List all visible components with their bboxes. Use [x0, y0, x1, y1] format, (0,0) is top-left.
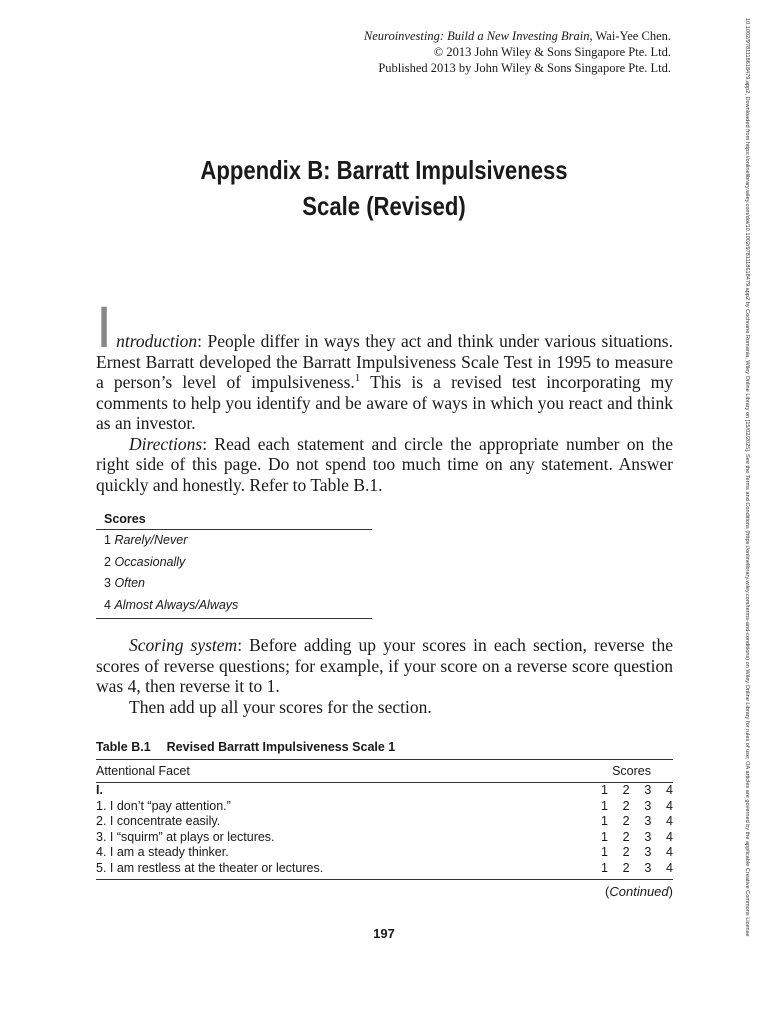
download-notice-text: 10.1002/9781118618479.app2, Downloaded from https://onlinelibrary.wiley.com/doi/10.1002/9781118618479.app2 by Cochrane Romania, Wiley Online Library on [15/02/2025]. See the Terms and Conditions (https://onlinelibrary.wiley.com/terms-and-conditions) on Wiley Online Library for rules of use; OA articles are governed by the applicable Creative Commons License: [744, 18, 750, 937]
score-item: 3 Often: [104, 576, 146, 590]
scoring-label: Scoring system: [129, 635, 238, 655]
score-options[interactable]: 1 2 3 4: [601, 798, 673, 813]
title-line-2: Scale (Revised): [302, 191, 466, 221]
page-title: [185, 152, 583, 224]
title-line-1: Appendix B: Barratt Impulsiveness: [200, 155, 568, 185]
table-number: Table B.1: [96, 740, 151, 754]
table-row: [96, 861, 673, 877]
intro-section: [96, 295, 673, 495]
statement: 2. I concentrate easily.: [96, 814, 221, 829]
col-header-facet: Attentional Facet: [96, 764, 190, 778]
statement: 1. I don’t “pay attention.”: [96, 798, 231, 813]
scoring-text: : Before adding up your scores in each section, reverse the scores of reverse questions; for example, if your score on a reverse score question was 4, then reverse it to 1.: [96, 635, 673, 696]
score-options: 1 2 3 4: [601, 783, 673, 797]
intro-text: : People differ in ways they act and think under various situations. Ernest Barratt developed the Barratt Impulsiveness Scale Test in 1995 to measure a person’s level of impulsiveness.: [96, 331, 673, 392]
scores-legend: [96, 512, 372, 619]
intro-text-2: This is a revised test incorporating my comments to help you identify and be aware of ways in which you react and think as an investor.: [96, 372, 673, 433]
published-line: Published 2013 by John Wiley & Sons Singapore Pte. Ltd.: [378, 61, 671, 75]
author: Wai-Yee Chen.: [595, 29, 671, 43]
score-options[interactable]: 1 2 3 4: [601, 814, 673, 829]
score-item: 1 Rarely/Never: [104, 533, 188, 547]
scoring-section: [96, 635, 673, 717]
table-row: [96, 783, 673, 799]
scale-table: [96, 740, 673, 899]
scores-heading: Scores: [96, 512, 372, 530]
score-options[interactable]: 1 2 3 4: [601, 829, 673, 844]
directions-label: Directions: [129, 433, 203, 454]
score-options[interactable]: 1 2 3 4: [601, 860, 673, 875]
table-row: [96, 814, 673, 830]
table-caption: [96, 740, 673, 754]
intro-paragraph: [96, 295, 673, 434]
statement: 5. I am restless at the theater or lectures.: [96, 860, 324, 875]
continued-note: (Continued): [605, 883, 673, 899]
statement: 3. I “squirm” at plays or lectures.: [96, 829, 275, 844]
score-item: 4 Almost Always/Always: [104, 597, 239, 612]
table-bottom-rule: [96, 879, 673, 880]
intro-label: ntroduction: [116, 331, 198, 351]
book-title: Neuroinvesting: Build a New Investing Brain,: [363, 29, 593, 43]
page-number: 197: [373, 926, 395, 941]
section-label: I.: [96, 783, 103, 797]
drop-cap: I: [96, 295, 113, 360]
table-row: [96, 799, 673, 815]
table-row: [96, 845, 673, 861]
scoring-paragraph-2: Then add up all your scores for the section.: [129, 696, 432, 717]
directions-paragraph: [96, 434, 673, 496]
download-notice: [743, 18, 757, 1003]
directions-text: : Read each statement and circle the appropriate number on the right side of this page. Do not spend too much time on any statement. Answer quickly and honestly. Refer to Table B.1.: [96, 433, 673, 495]
statement: 4. I am a steady thinker.: [96, 845, 229, 860]
score-item: 2 Occasionally: [104, 554, 186, 569]
table-title: Revised Barratt Impulsiveness Scale 1: [166, 740, 396, 754]
col-header-scores: Scores: [612, 764, 651, 778]
table-row: [96, 830, 673, 846]
footnote-ref[interactable]: 1: [354, 372, 361, 385]
copyright-line: © 2013 John Wiley & Sons Singapore Pte. Ltd.: [433, 45, 671, 59]
running-header: [171, 28, 671, 76]
scoring-paragraph: [96, 635, 673, 697]
table-header: [96, 759, 673, 783]
scores-rule: [96, 618, 372, 619]
score-options[interactable]: 1 2 3 4: [601, 845, 673, 860]
